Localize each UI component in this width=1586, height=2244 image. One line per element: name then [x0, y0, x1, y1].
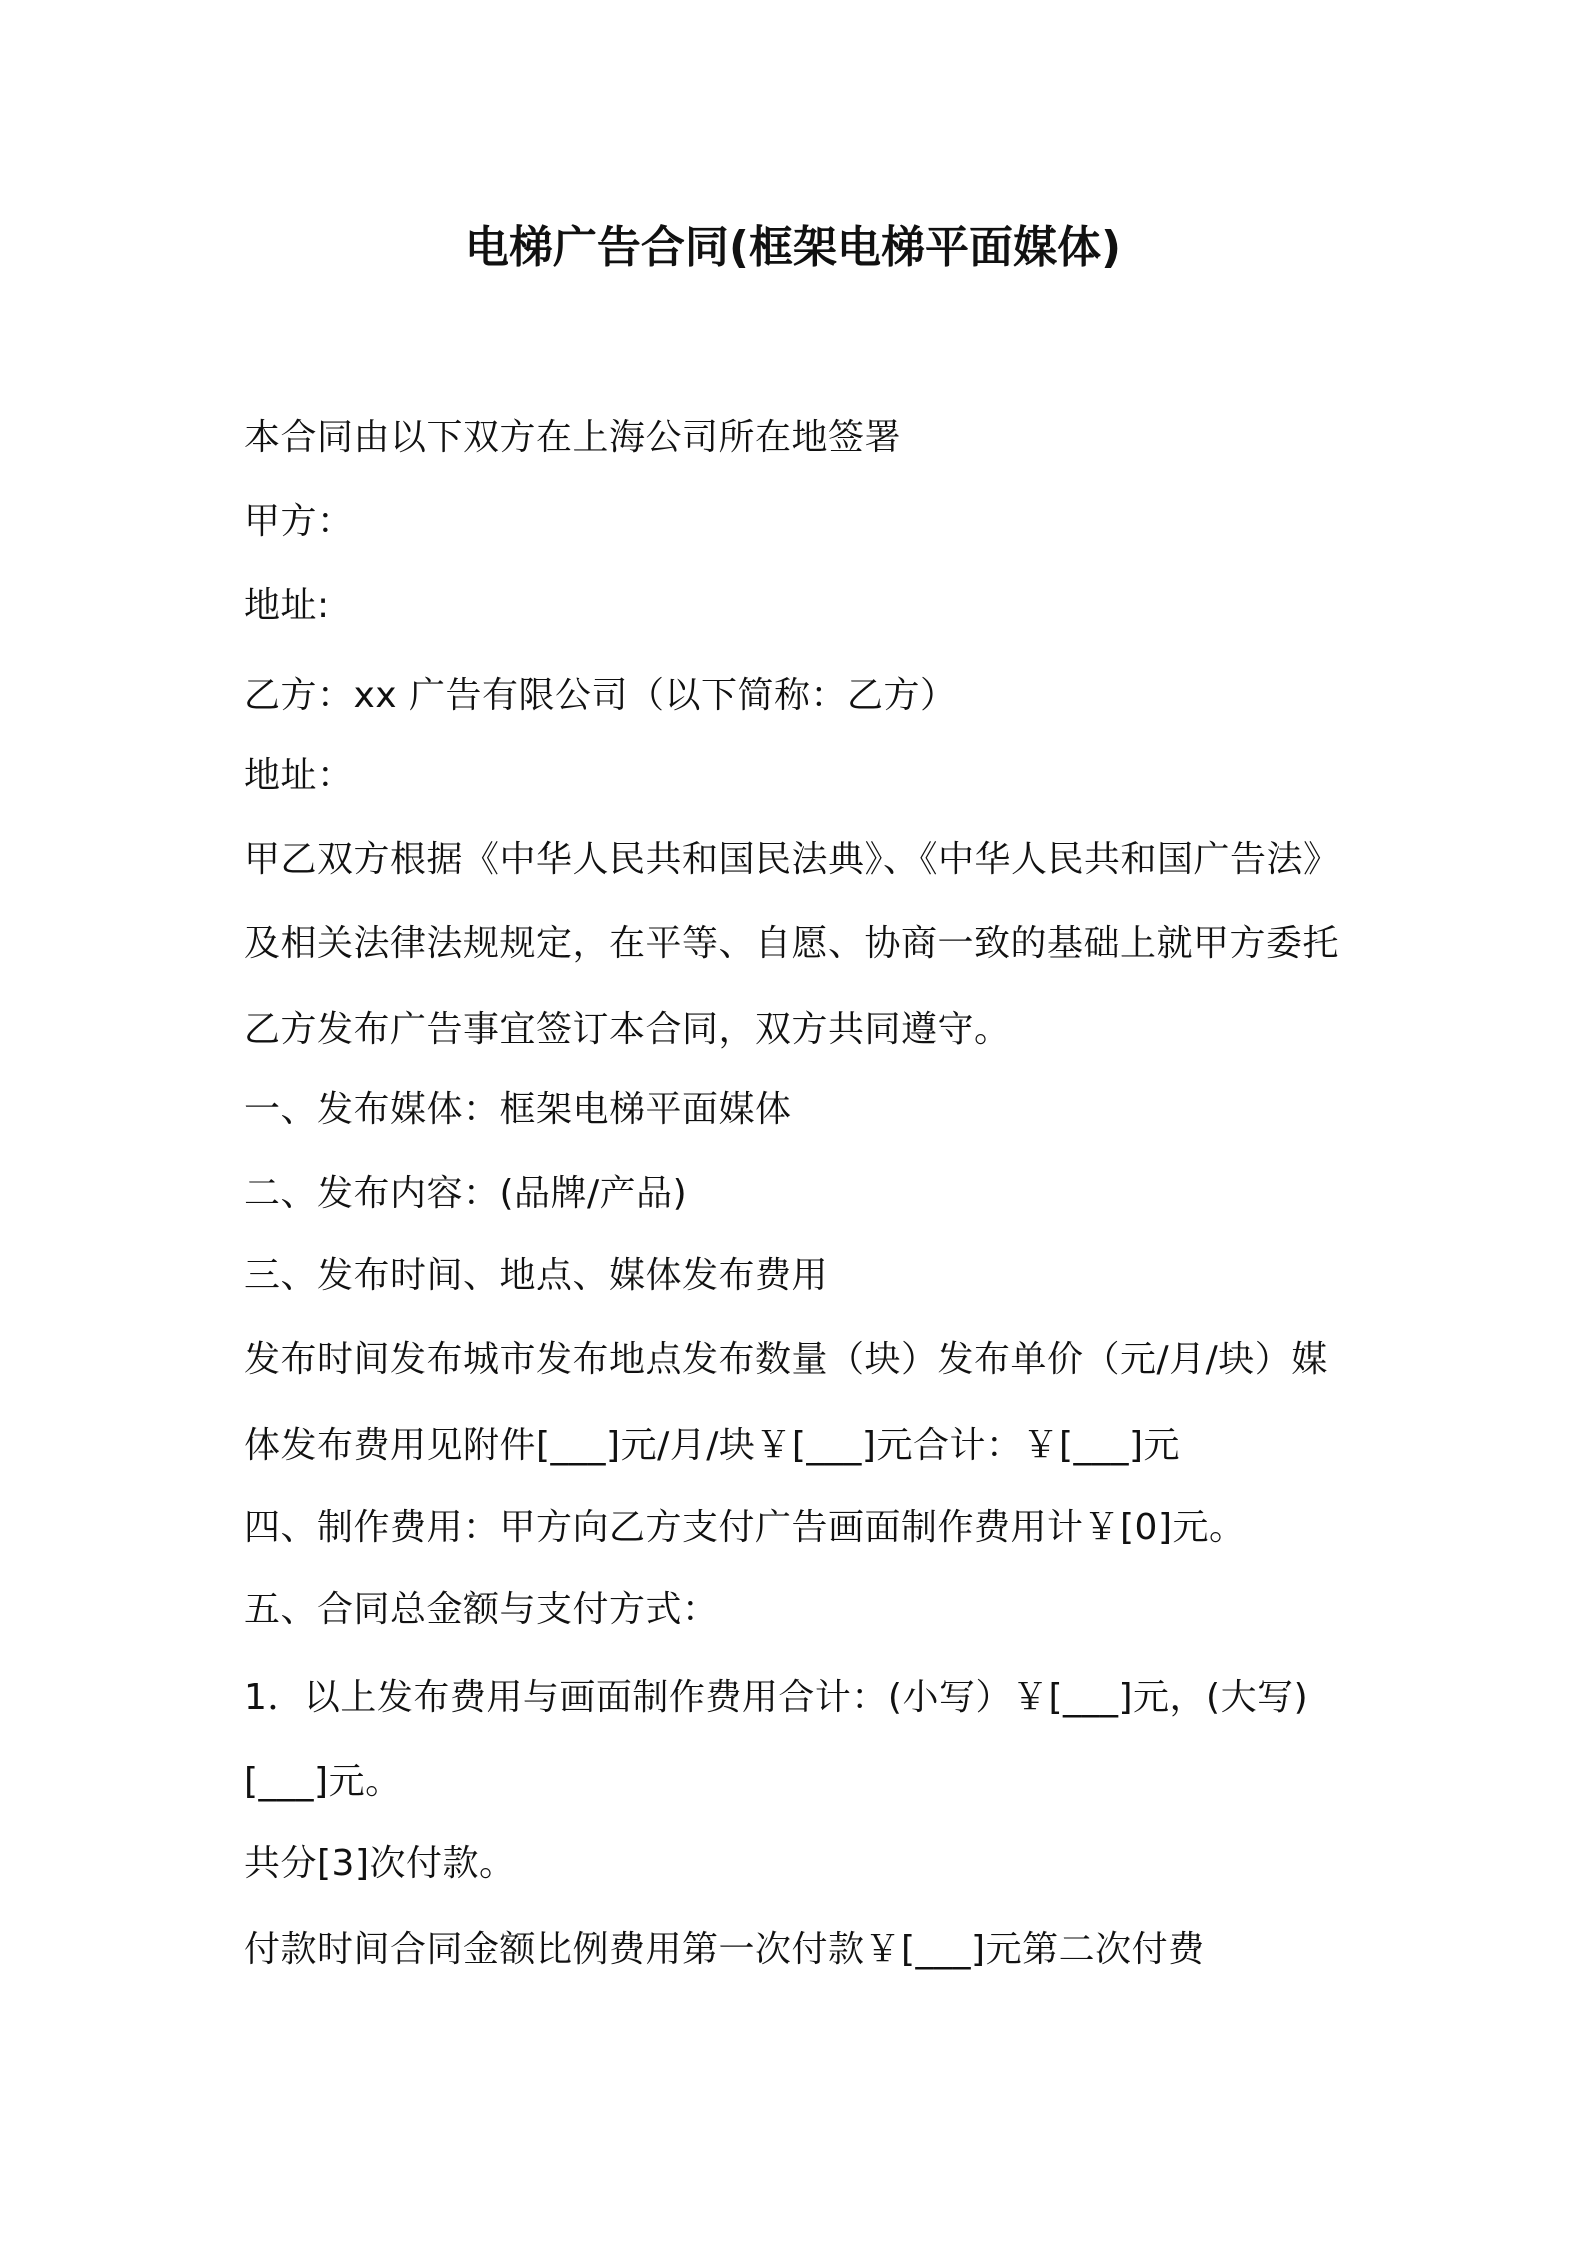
payment-installments-line: 共分[3]次付款。 [244, 1843, 516, 1884]
document-title: 电梯广告合同(框架电梯平面媒体) [464, 222, 1122, 273]
party-a-label: 甲方： [244, 501, 354, 542]
clause-5-total-line: 1．以上发布费用与画面制作费用合计：(小写）￥[___]元，(大写) [244, 1677, 1309, 1718]
clause-2-content: 二、发布内容：(品牌/产品) [244, 1173, 688, 1214]
clause-4-production-fee: 四、制作费用：甲方向乙方支付广告画面制作费用计￥[0]元。 [244, 1507, 1246, 1548]
party-a-address-label: 地址: [244, 585, 330, 626]
clause-5-heading: 五、合同总金额与支付方式： [244, 1589, 719, 1630]
clause-1-media: 一、发布媒体：框架电梯平面媒体 [244, 1089, 792, 1130]
preamble-line-2: 及相关法律法规规定，在平等、自愿、协商一致的基础上就甲方委托 [244, 923, 1340, 964]
payment-schedule-line: 付款时间合同金额比例费用第一次付款￥[___]元第二次付费 [244, 1929, 1205, 1970]
clause-3-table-header: 发布时间发布城市发布地点发布数量（块）发布单价（元/月/块）媒 [244, 1339, 1328, 1380]
party-b-address-label: 地址： [244, 755, 354, 796]
preamble-line-3: 乙方发布广告事宜签订本合同，双方共同遵守。 [244, 1009, 1011, 1050]
clause-3-heading: 三、发布时间、地点、媒体发布费用 [244, 1255, 829, 1296]
clause-5-total-continued: [___]元。 [244, 1761, 402, 1802]
clause-3-fee-line: 体发布费用见附件[___]元/月/块￥[___]元合计：￥[___]元 [244, 1425, 1181, 1466]
party-b-line: 乙方：xx 广告有限公司（以下简称：乙方） [244, 675, 957, 716]
preamble-line-1: 甲乙双方根据《中华人民共和国民法典》、《中华人民共和国广告法》 [244, 839, 1340, 880]
signing-location-line: 本合同由以下双方在上海公司所在地签署 [244, 417, 902, 458]
